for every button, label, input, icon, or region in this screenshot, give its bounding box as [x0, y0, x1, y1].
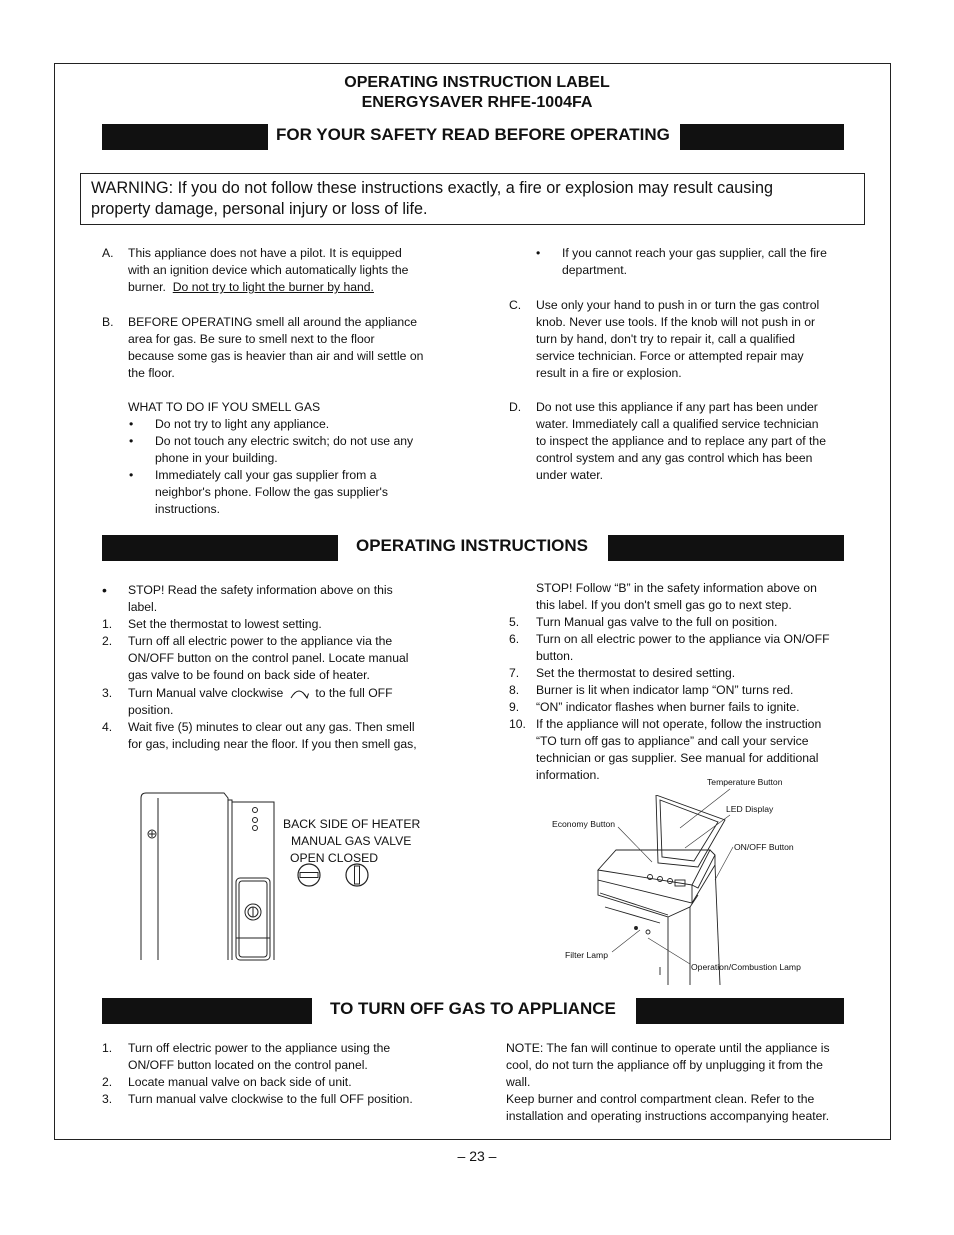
- warning-box: [80, 173, 865, 225]
- step-marker: 10.: [509, 717, 526, 731]
- bullet: •: [129, 434, 134, 448]
- step-marker: 4.: [102, 720, 113, 734]
- temperature-button-label: Temperature Button: [707, 777, 783, 787]
- step-marker: 6.: [509, 632, 520, 646]
- turnoff-heading: TO TURN OFF GAS TO APPLIANCE: [330, 999, 616, 1018]
- step-marker: 2.: [102, 634, 113, 648]
- operating-step-1: Set the thermostat to lowest setting.: [128, 617, 322, 631]
- smell-gas-heading: WHAT TO DO IF YOU SMELL GAS: [128, 400, 321, 414]
- heading-bar-left: [102, 998, 312, 1024]
- turnoff-step-2: Locate manual valve on back side of unit.: [128, 1075, 352, 1089]
- do-not-light-underlined: Do not try to light the burner by hand.: [172, 280, 374, 294]
- valve-open-icon: [296, 862, 322, 888]
- step-marker: 3.: [102, 686, 113, 700]
- operating-step-3: Turn Manual valve clockwise to the full OFF position.: [128, 686, 393, 717]
- title-line-2: ENERGYSAVER RHFE-1004FA: [361, 94, 593, 111]
- item-marker-c: C.: [509, 298, 522, 312]
- bullet: •: [102, 582, 107, 598]
- step-marker: 5.: [509, 615, 520, 629]
- page-number: – 23 –: [457, 1148, 497, 1164]
- turnoff-step-1: Turn off electric power to the appliance using the ON/OFF button located on the control panel.: [128, 1041, 391, 1072]
- smell-bullet-1: Do not try to light any appliance.: [155, 417, 330, 431]
- turnoff-step-3: Turn manual valve clockwise to the full OFF position.: [128, 1092, 413, 1106]
- bullet: •: [129, 468, 134, 482]
- operating-step-10: If the appliance will not operate, follow the instruction “TO turn off gas to appliance” and call your service technician or gas supplier. See manual for additional information.: [536, 717, 822, 782]
- heading-bar-left: [102, 535, 338, 561]
- operating-step-2: Turn off all electric power to the appliance via the ON/OFF button on the control panel. Locate manual gas valve to be found on back side of heater.: [128, 634, 409, 682]
- step-marker: 7.: [509, 666, 520, 680]
- heater-back-illustration: [136, 788, 286, 963]
- valve-closed-icon: [344, 862, 370, 888]
- bullet: •: [536, 246, 541, 260]
- operating-step-5: Turn Manual gas valve to the full on position.: [536, 615, 778, 629]
- led-display-label: LED Display: [726, 804, 774, 814]
- step-marker: 1.: [102, 1041, 113, 1055]
- turnoff-note: NOTE: The fan will continue to operate until the appliance is cool, do not turn the appliance off by unplugging it from the wall. Keep burner and control compartment clean. Refer to the installation and operating instructions accompanying heater.: [506, 1041, 830, 1123]
- operating-step-9: “ON” indicator flashes when burner fails to ignite.: [536, 700, 800, 714]
- filter-lamp-label: Filter Lamp: [565, 950, 608, 960]
- step-marker: 3.: [102, 1092, 113, 1106]
- step-marker: 8.: [509, 683, 520, 697]
- onoff-button-label: ON/OFF Button: [734, 842, 794, 852]
- item-marker-a: A.: [102, 246, 114, 260]
- stop-read-text: STOP! Read the safety information above on this label.: [128, 583, 393, 614]
- item-marker-b: B.: [102, 315, 114, 329]
- step-marker: 2.: [102, 1075, 113, 1089]
- valve-caption: BACK SIDE OF HEATER MANUAL GAS VALVE OPEN CLOSED: [283, 817, 421, 865]
- step-marker: 1.: [102, 617, 113, 631]
- smell-bullet-4: If you cannot reach your gas supplier, call the fire department.: [562, 246, 827, 277]
- economy-button-label: Economy Button: [552, 819, 616, 829]
- operating-heading: OPERATING INSTRUCTIONS: [356, 536, 589, 555]
- operating-step-4: Wait five (5) minutes to clear out any gas. Then smell for gas, including near the floor. If you then smell gas,: [128, 720, 417, 751]
- item-marker-d: D.: [509, 400, 522, 414]
- heading-bar-right: [636, 998, 844, 1024]
- smell-bullet-2: Do not touch any electric switch; do not use any phone in your building.: [155, 434, 414, 465]
- operating-step-6: Turn on all electric power to the appliance via ON/OFF button.: [536, 632, 830, 663]
- callout-leaders: [540, 770, 783, 980]
- heading-bar-left: [102, 124, 268, 150]
- item-c-text: Use only your hand to push in or turn the gas control knob. Never use tools. If the knob will not push in or turn by hand, don't try to repair it, call a qualified service technician. Force or attempted repair may result in a fire or explosion.: [536, 298, 820, 380]
- heading-bar-right: [680, 124, 844, 150]
- step-marker: 9.: [509, 700, 520, 714]
- title-line-1: OPERATING INSTRUCTION LABEL: [344, 74, 610, 91]
- heading-bar-right: [608, 535, 844, 561]
- safety-heading: FOR YOUR SAFETY READ BEFORE OPERATING: [276, 125, 670, 144]
- bullet: •: [129, 417, 134, 431]
- clockwise-arrow-icon: [284, 685, 314, 699]
- warning-text: WARNING: If you do not follow these instructions exactly, a fire or explosion may result causing property damage, personal injury or loss of life.: [91, 179, 773, 218]
- item-d-text: Do not use this appliance if any part has been under water. Immediately call a qualified service technician to inspect the appliance and to replace any part of the control system and any gas control which has been under water.: [536, 400, 826, 482]
- operating-step-8: Burner is lit when indicator lamp “ON” turns red.: [536, 683, 794, 697]
- operation-lamp-label: Operation/Combustion Lamp: [691, 962, 801, 972]
- operating-step-4-continued: STOP! Follow “B” in the safety information above on this label. If you don't smell gas go to next step.: [536, 581, 817, 612]
- operating-step-7: Set the thermostat to desired setting.: [536, 666, 736, 680]
- smell-bullet-3: Immediately call your gas supplier from a neighbor's phone. Follow the gas supplier's instructions.: [155, 468, 388, 516]
- item-b-text: BEFORE OPERATING smell all around the appliance area for gas. Be sure to smell next to the floor because some gas is heavier than air and will settle on the floor.: [128, 315, 424, 380]
- item-a-text: This appliance does not have a pilot. It is equipped with an ignition device which automatically lights the burner. Do not try to light the burner by hand.: [128, 246, 409, 294]
